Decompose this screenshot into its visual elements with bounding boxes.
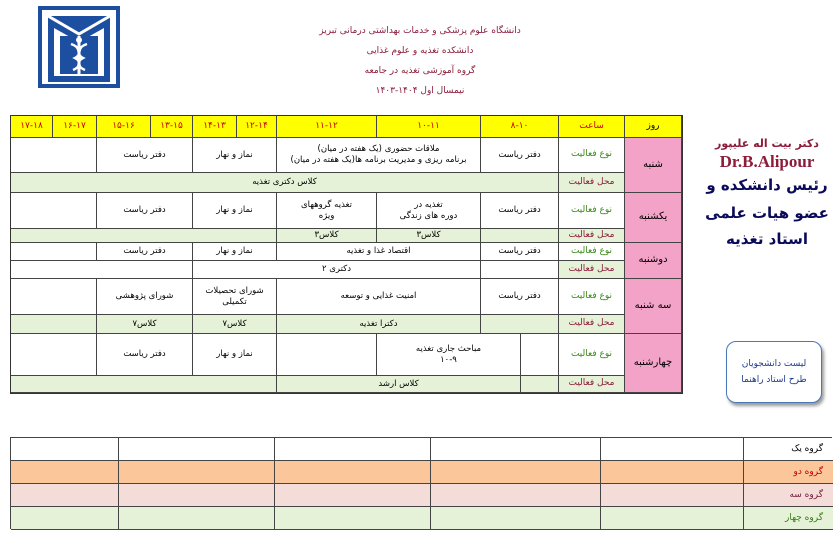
- header-faculty: دانشکده تغذیه و علوم غذایی: [366, 46, 474, 56]
- day-sunday: یکشنبه: [625, 193, 682, 243]
- header-17-18: ۱۷-۱۸: [11, 116, 53, 138]
- sun-10-11: [377, 193, 481, 229]
- students-list-button[interactable]: [726, 341, 822, 403]
- header-8-10: ۸-۱۰: [481, 116, 559, 138]
- group-row: [11, 507, 833, 530]
- label-activity-type: نوع فعالیت: [559, 334, 625, 376]
- day-wednesday: چهارشنبه: [625, 334, 682, 393]
- mon-afternoon-office: دفتر ریاست: [97, 243, 193, 261]
- group-cell: [11, 461, 119, 483]
- label-activity-type: نوع فعالیت: [559, 193, 625, 229]
- sun-lifecycle-2: دوره های زندگی: [399, 210, 458, 221]
- day-saturday: شنبه: [625, 138, 682, 193]
- wed-empty-2: [277, 334, 377, 376]
- tue-place-rest: [11, 315, 97, 334]
- day-tuesday: سه شنبه: [625, 279, 682, 334]
- sat-10-12: [277, 138, 481, 173]
- wed-topics-1: مباحث جاری تغذیه: [415, 343, 482, 354]
- header-semester: نیمسال اول ۱۴۰۴-۱۴۰۳: [375, 86, 465, 96]
- day-monday: دوشنبه: [625, 243, 682, 279]
- group-row: [11, 461, 833, 484]
- group-cell: [11, 507, 119, 529]
- group-cell: [119, 438, 275, 460]
- schedule-table: [10, 115, 683, 394]
- header-15-16: ۱۵-۱۶: [97, 116, 151, 138]
- group-cell: [275, 507, 431, 529]
- tue-place-3: کلاس۷: [97, 315, 193, 334]
- label-activity-place: محل فعالیت: [559, 229, 625, 243]
- group-label: گروه چهار: [785, 513, 823, 523]
- header-16-17: ۱۶-۱۷: [53, 116, 97, 138]
- wed-current-topics: [377, 334, 521, 376]
- sat-prayer-lunch: نماز و نهار: [193, 138, 277, 173]
- sun-place-2: کلاس۳: [277, 229, 377, 243]
- header-13-15: ۱۳-۱۵: [151, 116, 193, 138]
- tue-research-council: شورای پژوهشی: [97, 279, 193, 315]
- tue-8-10: دفتر ریاست: [481, 279, 559, 315]
- wed-place-empty: [521, 376, 559, 393]
- label-activity-place: محل فعالیت: [559, 376, 625, 393]
- professor-title-dean: رئیس دانشکده و: [706, 176, 828, 194]
- mon-empty: [11, 243, 97, 261]
- label-activity-place: محل فعالیت: [559, 261, 625, 279]
- label-activity-type: نوع فعالیت: [559, 138, 625, 173]
- professor-name-fa: دکتر بیت اله علیپور: [715, 137, 819, 150]
- group-row: [11, 438, 833, 461]
- group-cell: [431, 484, 601, 506]
- header-day: روز: [625, 116, 682, 138]
- sat-meeting-text: ملاقات حضوری (یک هفته در میان): [317, 144, 440, 155]
- group-cell: [431, 507, 601, 529]
- group-cell: [119, 507, 275, 529]
- wed-place: کلاس ارشد: [277, 376, 521, 393]
- group-cell: [11, 484, 119, 506]
- sun-place-rest: [11, 229, 277, 243]
- mon-8-10: دفتر ریاست: [481, 243, 559, 261]
- sat-place: کلاس دکتری تغذیه: [11, 173, 559, 193]
- professor-title-faculty: عضو هیات علمی: [705, 204, 829, 222]
- mon-place-empty: [481, 261, 559, 279]
- wed-topics-2: ۱۰-۹: [440, 354, 457, 365]
- label-activity-type: نوع فعالیت: [559, 243, 625, 261]
- tue-council-1: شورای تحصیلات: [205, 285, 264, 296]
- professor-name-en: Dr.B.Alipour: [719, 152, 815, 171]
- tue-10-12: امنیت غذایی و توسعه: [277, 279, 481, 315]
- group-cell: [275, 438, 431, 460]
- sat-planning-text: برنامه ریزی و مدیریت برنامه ها(یک هفته در میان): [290, 155, 467, 165]
- tue-council-2: تکمیلی: [222, 296, 247, 307]
- wed-empty-3: [11, 334, 97, 376]
- sun-place-empty: [481, 229, 559, 243]
- sun-lifecycle-1: تغذیه در: [414, 199, 443, 210]
- group-label: گروه سه: [789, 490, 823, 500]
- groups-table: [10, 437, 832, 529]
- header-university: دانشگاه علوم پزشکی و خدمات بهداشتی درمانی تبریز: [319, 26, 521, 36]
- group-cell: [119, 461, 275, 483]
- group-row: [11, 484, 833, 507]
- tue-place-1: دکترا تغذیه: [277, 315, 481, 334]
- university-logo: [38, 6, 120, 88]
- sun-special-1: تغذیه گروههای: [300, 199, 353, 210]
- sun-special-2: ویژه: [318, 210, 335, 221]
- group-cell: [601, 484, 744, 506]
- group-cell: [431, 438, 601, 460]
- group-cell: [601, 461, 744, 483]
- header-hour: ساعت: [559, 116, 625, 138]
- mon-10-12: اقتصاد غذا و تغذیه: [277, 243, 481, 261]
- sun-11-12: [277, 193, 377, 229]
- mon-place-rest: [11, 261, 193, 279]
- header-12-14: ۱۲-۱۴: [237, 116, 277, 138]
- sat-empty: [11, 138, 97, 173]
- tue-council: [193, 279, 277, 315]
- header-10-11: ۱۰-۱۱: [377, 116, 481, 138]
- group-cell: [601, 438, 744, 460]
- header-11-12: ۱۱-۱۲: [277, 116, 377, 138]
- tue-empty: [11, 279, 97, 315]
- header-14-13: ۱۴-۱۳: [193, 116, 237, 138]
- tue-place-2: کلاس۷: [193, 315, 277, 334]
- group-cell: [601, 507, 744, 529]
- professor-title-professor: استاد تغذیه: [725, 230, 809, 248]
- students-list-label: لیست دانشجویان: [741, 359, 807, 369]
- sun-place-1: کلاس۳: [377, 229, 481, 243]
- wed-afternoon-office: دفتر ریاست: [97, 334, 193, 376]
- tue-place-empty: [481, 315, 559, 334]
- group-label: گروه یک: [791, 444, 823, 454]
- advisor-plan-label: طرح استاد راهنما: [741, 375, 807, 385]
- sun-afternoon-office: دفتر ریاست: [97, 193, 193, 229]
- sun-prayer-lunch: نماز و نهار: [193, 193, 277, 229]
- label-activity-place: محل فعالیت: [559, 315, 625, 334]
- sun-empty: [11, 193, 97, 229]
- group-cell: [11, 438, 119, 460]
- wed-empty-1: [521, 334, 559, 376]
- wed-prayer-lunch: نماز و نهار: [193, 334, 277, 376]
- wed-place-rest: [11, 376, 277, 393]
- mon-place: دکتری ۲: [193, 261, 481, 279]
- sat-afternoon-office: دفتر ریاست: [97, 138, 193, 173]
- label-activity-type: نوع فعالیت: [559, 279, 625, 315]
- mon-prayer-lunch: نماز و نهار: [193, 243, 277, 261]
- group-cell: [275, 461, 431, 483]
- group-label: گروه دو: [793, 467, 823, 477]
- header-department: گروه آموزشی تغذیه در جامعه: [364, 66, 476, 76]
- label-activity-place: محل فعالیت: [559, 173, 625, 193]
- sat-8-10: دفتر ریاست: [481, 138, 559, 173]
- group-cell: [119, 484, 275, 506]
- sun-8-10: دفتر ریاست: [481, 193, 559, 229]
- group-cell: [275, 484, 431, 506]
- group-cell: [431, 461, 601, 483]
